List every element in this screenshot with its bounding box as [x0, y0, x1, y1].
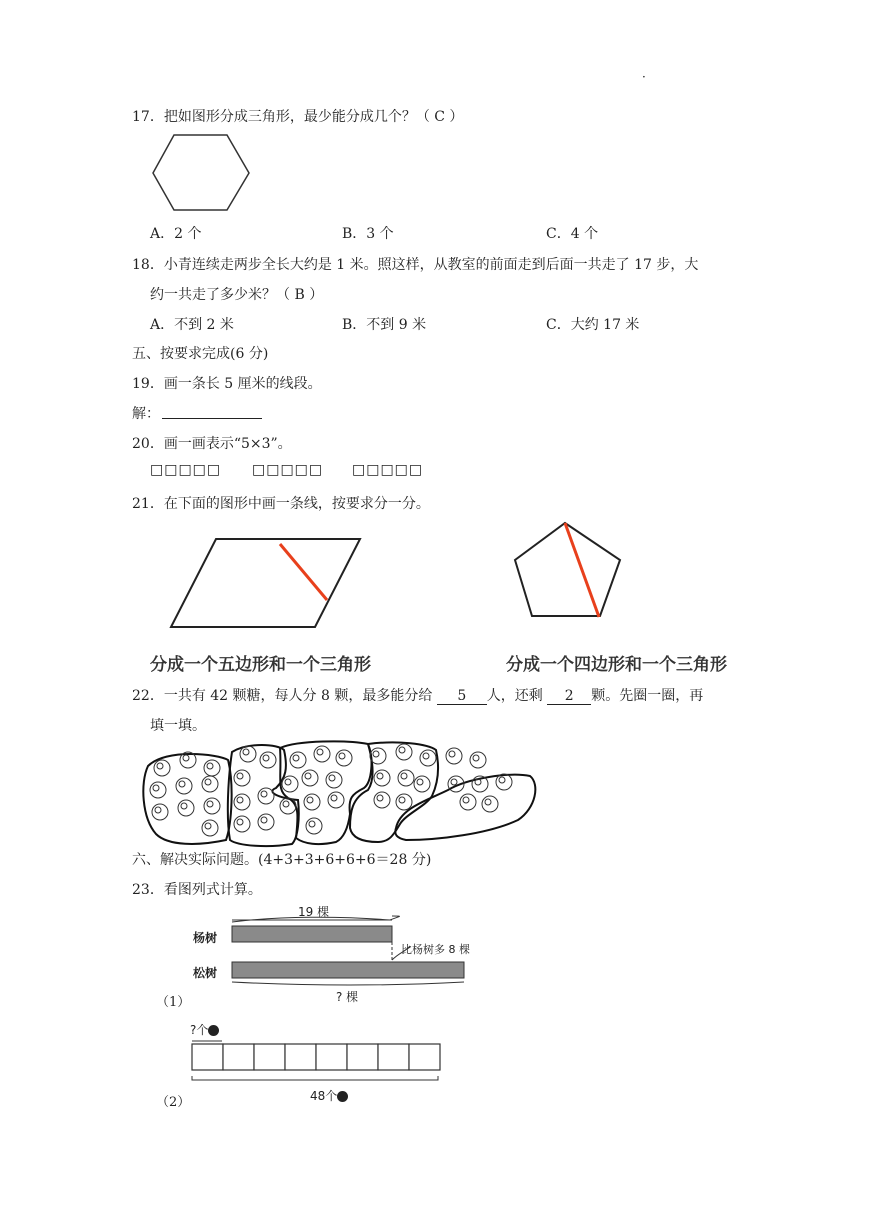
q21-caption-right: 分成一个四边形和一个三角形 — [506, 655, 727, 675]
q23-2-box-diagram — [190, 1040, 444, 1090]
candy-highlight — [373, 751, 379, 757]
candy-highlight — [377, 773, 383, 779]
group-box — [192, 1044, 223, 1070]
candy-highlight — [449, 751, 455, 757]
q17-text: 17．把如图形分成三角形，最少能分成几个？（ C ） — [132, 109, 464, 125]
candy-highlight — [377, 795, 383, 801]
candy-highlight — [329, 775, 335, 781]
candy-highlight — [237, 797, 243, 803]
pentagon-figure — [512, 520, 624, 620]
candy-highlight — [451, 779, 457, 785]
q22-answer-remaining: 2 — [547, 688, 591, 705]
hexagon-figure — [150, 133, 252, 213]
candy-highlight — [331, 795, 337, 801]
candy-highlight — [237, 819, 243, 825]
candy-highlight — [157, 763, 163, 769]
candy-highlight — [261, 791, 267, 797]
candy-highlight — [263, 755, 269, 761]
q22-text-part3: 颗。先圈一圈，再 — [591, 688, 704, 704]
q23-2-bottom-label: 48个 — [310, 1087, 348, 1104]
q18-option-a: A．不到 2 米 — [150, 317, 234, 333]
q23-1-bottom-label: ? 棵 — [336, 990, 359, 1004]
q18-option-c: C．大约 17 米 — [546, 317, 640, 333]
q23-1-top-value: 19 棵 — [298, 905, 330, 919]
q23-text: 23．看图列式计算。 — [132, 882, 262, 898]
candy-highlight — [499, 777, 505, 783]
q22-text-part2: 人，还剩 — [486, 688, 548, 704]
candy-highlight — [237, 773, 243, 779]
candy-highlight — [417, 779, 423, 785]
q18-option-b: B．不到 9 米 — [342, 317, 427, 333]
candy-highlight — [207, 801, 213, 807]
candy-highlight — [181, 803, 187, 809]
q20-group-3: □□□□□ — [352, 462, 424, 478]
q19-answer-label: 解： — [132, 406, 160, 422]
candy-highlight — [283, 801, 289, 807]
q23-1-row2-label: 松树 — [193, 966, 218, 980]
group-box — [316, 1044, 347, 1070]
q18-line1: 18．小青连续走两步全长大约是 1 米。照这样，从教室的前面走到后面一共走了 17 步，大 — [132, 257, 699, 273]
candy-highlight — [155, 807, 161, 813]
page-mark: · — [642, 70, 646, 84]
candy-highlight — [207, 763, 213, 769]
candy-highlight — [309, 821, 315, 827]
section5-heading: 五、按要求完成(6 分) — [132, 346, 269, 362]
section6-heading: 六、解决实际问题。(4+3+3+6+6+6＝28 分) — [132, 852, 432, 868]
q23-2-top-label: ?个 — [190, 1021, 219, 1038]
q22-line2: 填一填。 — [150, 718, 206, 734]
q19-line-segment — [162, 418, 262, 419]
q20-text: 20．画一画表示“5×3”。 — [132, 436, 292, 452]
q23-1-extra-label: 比杨树多 8 棵 — [401, 943, 470, 956]
q17-option-b: B．3 个 — [342, 226, 394, 242]
q23-2-label: （2） — [156, 1095, 191, 1110]
candy-highlight — [485, 799, 491, 805]
candy-group-circle — [350, 742, 438, 842]
q22-line1 — [132, 685, 703, 705]
candy-highlight — [317, 749, 323, 755]
q17-option-c: C．4 个 — [546, 226, 599, 242]
candy-highlight — [463, 797, 469, 803]
candy-highlight — [305, 773, 311, 779]
candy-highlight — [473, 755, 479, 761]
candy-highlight — [339, 753, 345, 759]
group-box — [223, 1044, 254, 1070]
apple-icon — [337, 1091, 348, 1102]
group-box — [347, 1044, 378, 1070]
apple-icon — [208, 1025, 219, 1036]
candy-highlight — [293, 755, 299, 761]
q19-text: 19．画一条长 5 厘米的线段。 — [132, 376, 322, 392]
candy-figure — [138, 738, 538, 848]
group-box — [409, 1044, 440, 1070]
candy-highlight — [423, 753, 429, 759]
candy-highlight — [285, 779, 291, 785]
candy-highlight — [179, 781, 185, 787]
candy-group-circle — [395, 775, 535, 840]
candy-highlight — [205, 823, 211, 829]
candy-highlight — [243, 749, 249, 755]
parallelogram-figure — [168, 536, 363, 630]
group-box — [254, 1044, 285, 1070]
q22-answer-people: 5 — [437, 688, 487, 705]
candy-highlight — [205, 779, 211, 785]
candy-highlight — [261, 817, 267, 823]
q20-group-1: □□□□□ — [150, 462, 222, 478]
q18-line2: 约一共走了多少米？（ B ） — [150, 287, 324, 303]
candy-highlight — [183, 755, 189, 761]
candy-highlight — [399, 797, 405, 803]
group-box — [285, 1044, 316, 1070]
q23-1-label: （1） — [156, 995, 191, 1010]
candy-highlight — [307, 797, 313, 803]
candy-highlight — [153, 785, 159, 791]
candy-highlight — [399, 747, 405, 753]
q20-group-2: □□□□□ — [252, 462, 324, 478]
q17-option-a: A．2 个 — [150, 226, 202, 242]
q22-text-part1: 22．一共有 42 颗糖，每人分 8 颗，最多能分给 — [132, 688, 437, 704]
q21-caption-left: 分成一个五边形和一个三角形 — [150, 655, 371, 675]
group-box — [378, 1044, 409, 1070]
candy-highlight — [401, 773, 407, 779]
q23-1-row1-label: 杨树 — [193, 931, 218, 945]
q21-text: 21．在下面的图形中画一条线，按要求分一分。 — [132, 496, 430, 512]
